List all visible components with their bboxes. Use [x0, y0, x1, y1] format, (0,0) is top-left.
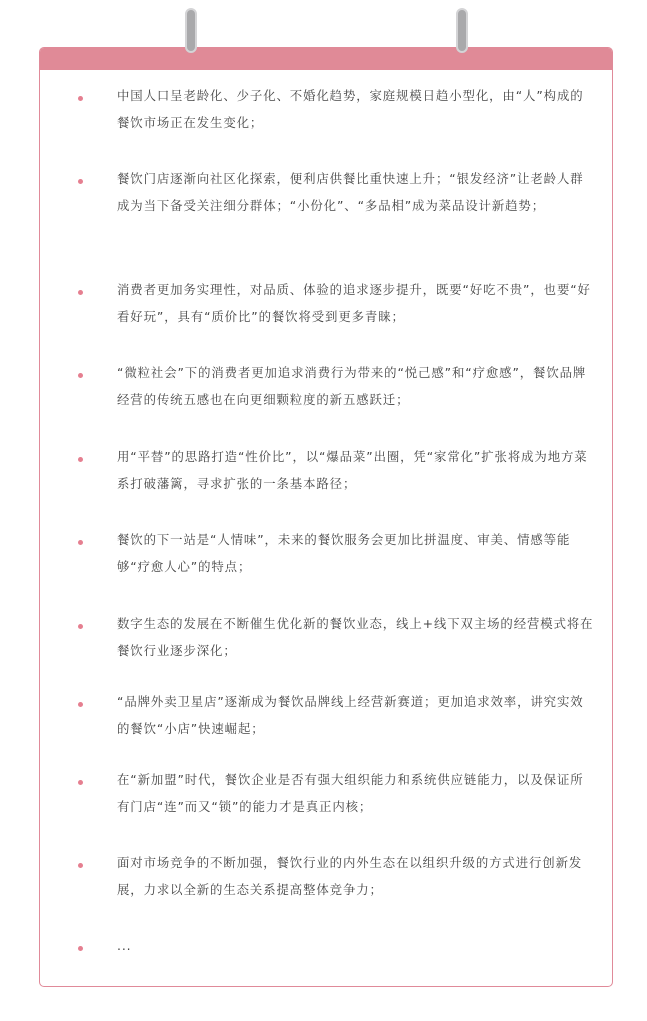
bullet-dot — [78, 780, 83, 785]
bullet-dot — [78, 702, 83, 707]
list-item-text: 中国人口呈老龄化、少子化、不婚化趋势，家庭规模日趋小型化，由“人”构成的餐饮市场正在发生变化； — [117, 88, 584, 130]
bullet-dot — [78, 96, 83, 101]
bullet-dot — [78, 373, 83, 378]
bullet-dot — [78, 624, 83, 629]
list-item-text: 餐饮门店逐渐向社区化探索，便利店供餐比重快速上升；“银发经济”让老龄人群成为当下备受关注细分群体；“小份化”、“多品相”成为菜品设计新趋势； — [117, 171, 584, 213]
bullet-dot — [78, 457, 83, 462]
bullet-dot — [78, 290, 83, 295]
bullet-dot — [78, 540, 83, 545]
list-item-text: “品牌外卖卫星店”逐渐成为餐饮品牌线上经营新赛道；更加追求效率，讲究实效的餐饮“小店”快速崛起； — [117, 694, 584, 736]
list-item-text: 餐饮的下一站是“人情味”，未来的餐饮服务会更加比拼温度、审美、情感等能够“疗愈人心”的特点； — [117, 532, 571, 574]
list-item-text: 消费者更加务实理性，对品质、体验的追求逐步提升，既要“好吃不贵”，也要“好看好玩”，具有“质价比”的餐饮将受到更多青睐； — [117, 282, 591, 324]
list-item-text: 面对市场竞争的不断加强，餐饮行业的内外生态在以组织升级的方式进行创新发展，力求以全新的生态关系提高整体竞争力； — [117, 855, 583, 897]
binder-ring-left — [185, 8, 197, 53]
list-item-text: 用“平替”的思路打造“性价比”，以“爆品菜”出圈，凭“家常化”扩张将成为地方菜系打破藩篱，寻求扩张的一条基本路径； — [117, 449, 588, 491]
bullet-dot — [78, 863, 83, 868]
notebook-header-bar — [40, 48, 612, 70]
list-item-text: ... — [117, 938, 132, 953]
bullet-dot — [78, 179, 83, 184]
bullet-dot — [78, 946, 83, 951]
list-item-text: 数字生态的发展在不断催生优化新的餐饮业态，线上+线下双主场的经营模式将在餐饮行业逐步深化； — [117, 616, 594, 658]
list-item-text: “微粒社会”下的消费者更加追求消费行为带来的“悦己感”和“疗愈感”，餐饮品牌经营的传统五感也在向更细颗粒度的新五感跃迁； — [117, 365, 587, 407]
binder-ring-right — [456, 8, 468, 53]
list-item-text: 在“新加盟”时代，餐饮企业是否有强大组织能力和系统供应链能力，以及保证所有门店“连”而又“锁”的能力才是真正内核； — [117, 772, 584, 814]
